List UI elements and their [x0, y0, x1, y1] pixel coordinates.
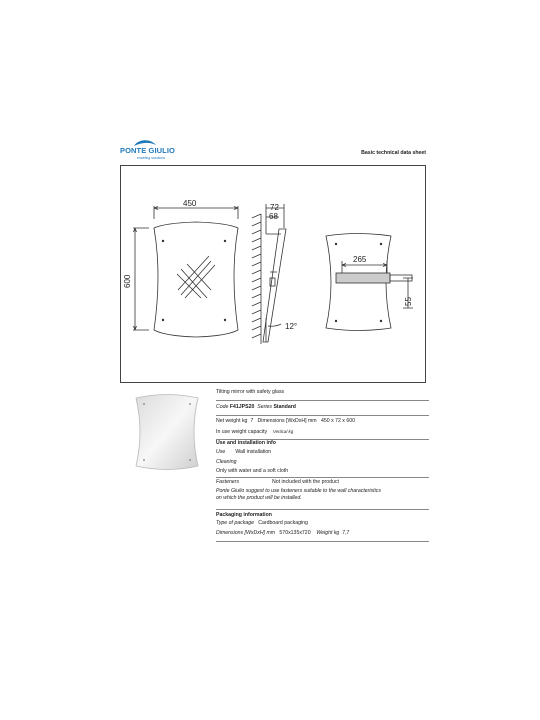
use-value: Wall installation	[235, 449, 272, 455]
package-type-row	[216, 521, 429, 526]
code-value: F41JPS20	[229, 404, 255, 410]
product-photo	[132, 392, 202, 472]
brand-name: PONTE GIULIO	[120, 146, 175, 155]
package-dimensions-value: 570x135x720	[279, 530, 311, 536]
in-use-weight-label: In use weight capacity	[216, 429, 268, 435]
package-weight-value: 7,7	[342, 530, 350, 536]
use-install-heading: Use and installation info	[216, 440, 276, 446]
fasteners-label: Fasteners	[216, 479, 240, 485]
technical-drawing	[120, 165, 426, 383]
package-type-value: Cardboard packaging	[258, 520, 308, 526]
use-row	[216, 450, 429, 455]
series-value: Standard	[273, 404, 296, 410]
dim-width: 450	[183, 199, 197, 208]
use-label: Use	[216, 449, 226, 455]
side-view-mirror	[263, 229, 286, 342]
packaging-heading: Packaging information	[216, 512, 272, 518]
dim-inner: 68	[269, 212, 278, 221]
wall-bracket	[336, 273, 390, 283]
fasteners-value: Not included with the product	[271, 479, 339, 485]
dim-height: 600	[123, 274, 132, 288]
in-use-weight-row	[216, 430, 429, 435]
package-type-label: Type of package	[216, 520, 254, 526]
brand-tagline: enabling solutions	[137, 156, 166, 160]
brand-logo	[120, 140, 190, 166]
package-dimensions-row	[216, 531, 429, 536]
fasteners-note-2: on which the product will be installed.	[216, 495, 302, 501]
cleaning-value: Only with water and a soft cloth	[216, 468, 289, 474]
code-label: Code	[216, 404, 229, 410]
dim-depth: 72	[270, 203, 279, 212]
drawing-svg	[121, 166, 427, 384]
weight-dimensions-row	[216, 419, 429, 424]
dim-angle: 12°	[285, 322, 298, 331]
cleaning-label: Cleaning	[216, 459, 237, 465]
dimensions-value: 450 x 72 x 600	[320, 418, 356, 424]
fasteners-note-1: Ponte Giulio suggest to use fasteners suitable to the wall characteristics	[216, 488, 381, 494]
dim-bracket: 265	[353, 255, 367, 264]
sheet-title: Basic technical data sheet	[361, 150, 426, 156]
net-weight-value: 7	[250, 418, 254, 424]
dim-offset: 55	[404, 297, 413, 306]
net-weight-label: Net weight kg	[216, 418, 248, 424]
product-description: Tilting mirror with safety glass	[216, 389, 285, 395]
fasteners-row	[216, 480, 429, 485]
package-dimensions-label: Dimensions [WxDxH] mm	[216, 530, 276, 536]
package-weight-label: Weight kg	[316, 530, 340, 536]
series-label: Series	[257, 404, 272, 410]
dimensions-label: Dimensions [WxDxH] mm	[257, 418, 317, 424]
in-use-weight-value: Vertical kg	[272, 429, 294, 434]
code-row	[216, 405, 429, 410]
